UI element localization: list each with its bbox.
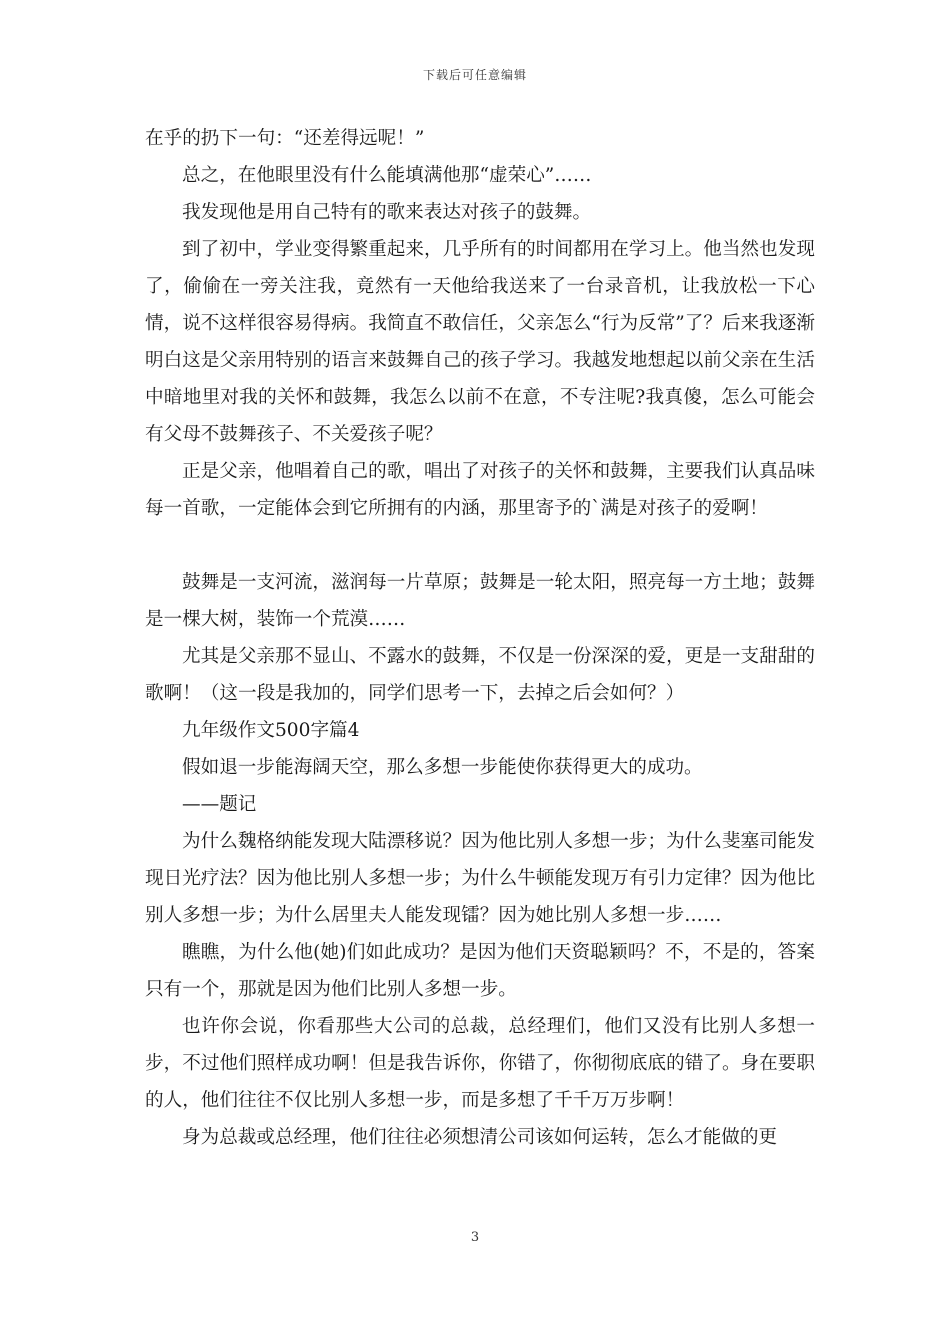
paragraph-7: 尤其是父亲那不显山、不露水的鼓舞，不仅是一份深深的爱，更是一支甜甜的歌啊！（这一段是我加的，同学们思考一下，去掉之后会如何？） bbox=[145, 646, 815, 704]
paragraph-11: 为什么魏格纳能发现大陆漂移说？因为他比别人多想一步；为什么斐塞司能发现日光疗法？因为他比别人多想一步；为什么牛顿能发现万有引力定律？因为他比别人多想一步；为什么居里夫人能发现镭？因为她比别人多想一步…… bbox=[145, 831, 815, 926]
paragraph-3: 到了初中，学业变得繁重起来，几乎所有的时间都用在学习上。他当然也发现了，偷偷在一旁关注我，竟然有一天他给我送来了一台录音机，让我放松一下心情，说不这样很容易得病。我简直不敢信任，父亲怎么“行为反常”了？后来我逐渐明白这是父亲用特别的语言来鼓舞自己的孩子学习。我越发地想起以前父亲在生活中暗地里对我的关怀和鼓舞，我怎么以前不在意，不专注呢?我真傻，怎么可能会有父母不鼓舞孩子、不关爱孩子呢？ bbox=[145, 239, 815, 445]
page-header: 下载后可任意编辑 bbox=[422, 68, 527, 82]
paragraph-4: 正是父亲，他唱着自己的歌，唱出了对孩子的关怀和鼓舞，主要我们认真品味每一首歌，一定能体会到它所拥有的内涵，那里寄予的`满是对孩子的爱啊！ bbox=[145, 461, 815, 519]
essay-title: 九年级作文500字篇4 bbox=[182, 720, 360, 741]
paragraph-2: 我发现他是用自己特有的歌来表达对孩子的鼓舞。 bbox=[182, 202, 592, 223]
document-body bbox=[145, 120, 815, 1156]
paragraph-14: 身为总裁或总经理，他们往往必须想清公司该如何运转，怎么才能做的更 bbox=[182, 1127, 778, 1148]
page-number: 3 bbox=[470, 1230, 480, 1245]
paragraph-1: 总之，在他眼里没有什么能填满他那“虚荣心”…… bbox=[182, 165, 592, 186]
epigraph-attribution: ——题记 bbox=[182, 794, 257, 815]
blank-line bbox=[145, 527, 815, 564]
paragraph-12: 瞧瞧，为什么他(她)们如此成功？是因为他们天资聪颖吗？不，不是的，答案只有一个，那就是因为他们比别人多想一步。 bbox=[145, 942, 815, 1000]
paragraph-0: 在乎的扔下一句：“还差得远呢！” bbox=[145, 128, 425, 149]
paragraph-13: 也许你会说，你看那些大公司的总裁，总经理们，他们又没有比别人多想一步，不过他们照样成功啊！但是我告诉你，你错了，你彻彻底底的错了。身在要职的人，他们往往不仅比别人多想一步，而是多想了千千万万步啊！ bbox=[145, 1016, 815, 1111]
epigraph: 假如退一步能海阔天空，那么多想一步能使你获得更大的成功。 bbox=[182, 757, 703, 778]
paragraph-6: 鼓舞是一支河流，滋润每一片草原；鼓舞是一轮太阳，照亮每一方土地；鼓舞是一棵大树，装饰一个荒漠…… bbox=[145, 572, 815, 630]
